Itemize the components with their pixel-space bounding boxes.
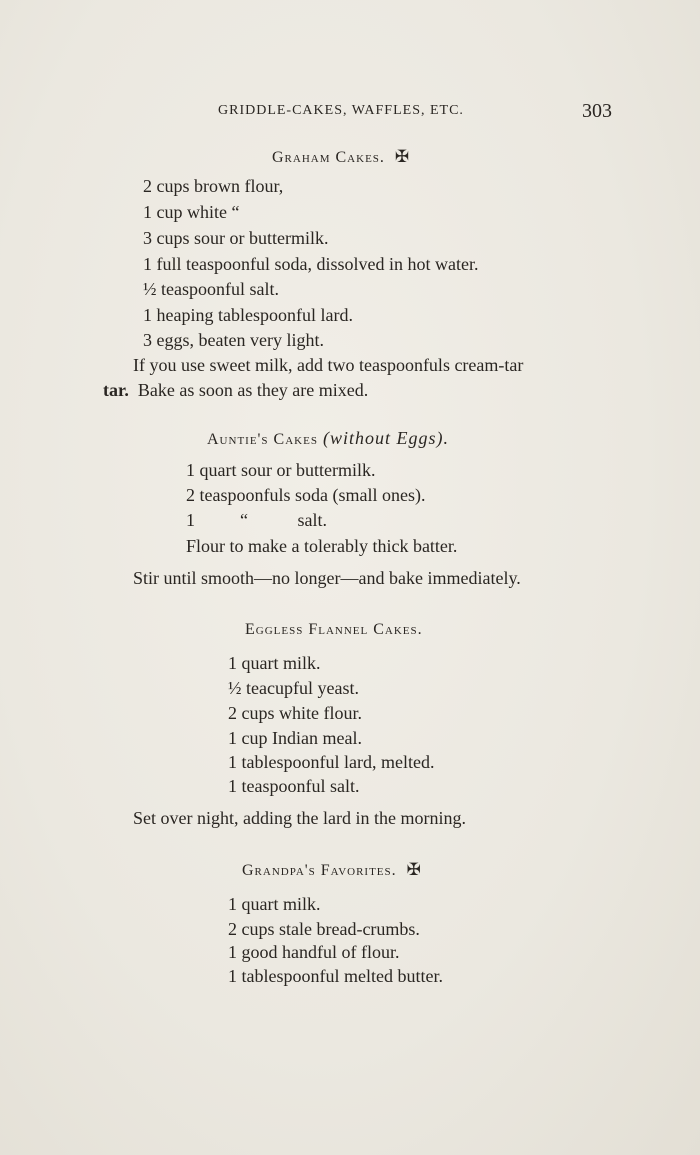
page-number: 303	[582, 100, 612, 122]
ingredient-line: 1 cup Indian meal.	[228, 728, 362, 748]
ingredient-line: 1 quart milk.	[228, 894, 321, 914]
recipe-note-cont: tar. Bake as soon as they are mixed.	[103, 380, 369, 400]
cross-icon: ✠	[406, 860, 422, 879]
recipe-title-graham: Graham Cakes. ✠	[272, 147, 411, 166]
recipe-title-grandpa: Grandpa's Favorites. ✠	[242, 860, 422, 879]
ingredient-line: 1 tablespoonful lard, melted.	[228, 752, 435, 772]
ingredient-line: Flour to make a tolerably thick batter.	[186, 536, 458, 556]
ingredient-line: 1 heaping tablespoonful lard.	[143, 305, 353, 325]
ingredient-line: 1 tablespoonful melted butter.	[228, 966, 443, 986]
ingredient-line: 1 cup white “	[143, 202, 240, 222]
ingredient-line: 1 full teaspoonful soda, dissolved in hot water.	[143, 254, 479, 274]
ingredient-line: 1 teaspoonful salt.	[228, 776, 360, 796]
ingredient-line: 2 cups stale bread-crumbs.	[228, 919, 420, 939]
running-head: GRIDDLE-CAKES, WAFFLES, ETC.	[218, 103, 464, 118]
recipe-note: Set over night, adding the lard in the morning.	[133, 808, 466, 828]
recipe-note: If you use sweet milk, add two teaspoonfuls cream-tar	[133, 355, 524, 375]
ingredient-line: 3 eggs, beaten very light.	[143, 330, 324, 350]
recipe-note: Stir until smooth—no longer—and bake immediately.	[133, 568, 521, 588]
ingredient-line: ½ teaspoonful salt.	[143, 279, 279, 299]
recipe-title-auntie: Auntie's Cakes (without Eggs).	[207, 428, 449, 448]
ingredient-line: ½ teacupful yeast.	[228, 678, 359, 698]
ingredient-line: 3 cups sour or buttermilk.	[143, 228, 329, 248]
ingredient-line: 1 quart sour or buttermilk.	[186, 460, 376, 480]
ingredient-line: 2 teaspoonfuls soda (small ones).	[186, 485, 426, 505]
ingredient-line: 2 cups brown flour,	[143, 176, 284, 196]
ingredient-line: 1 quart milk.	[228, 653, 321, 673]
ingredient-line: 2 cups white flour.	[228, 703, 362, 723]
recipe-title-eggless: Eggless Flannel Cakes.	[245, 621, 423, 638]
cross-icon: ✠	[394, 147, 411, 166]
ingredient-line: 1 good handful of flour.	[228, 942, 400, 962]
ingredient-line: 1 “ salt.	[186, 510, 327, 530]
